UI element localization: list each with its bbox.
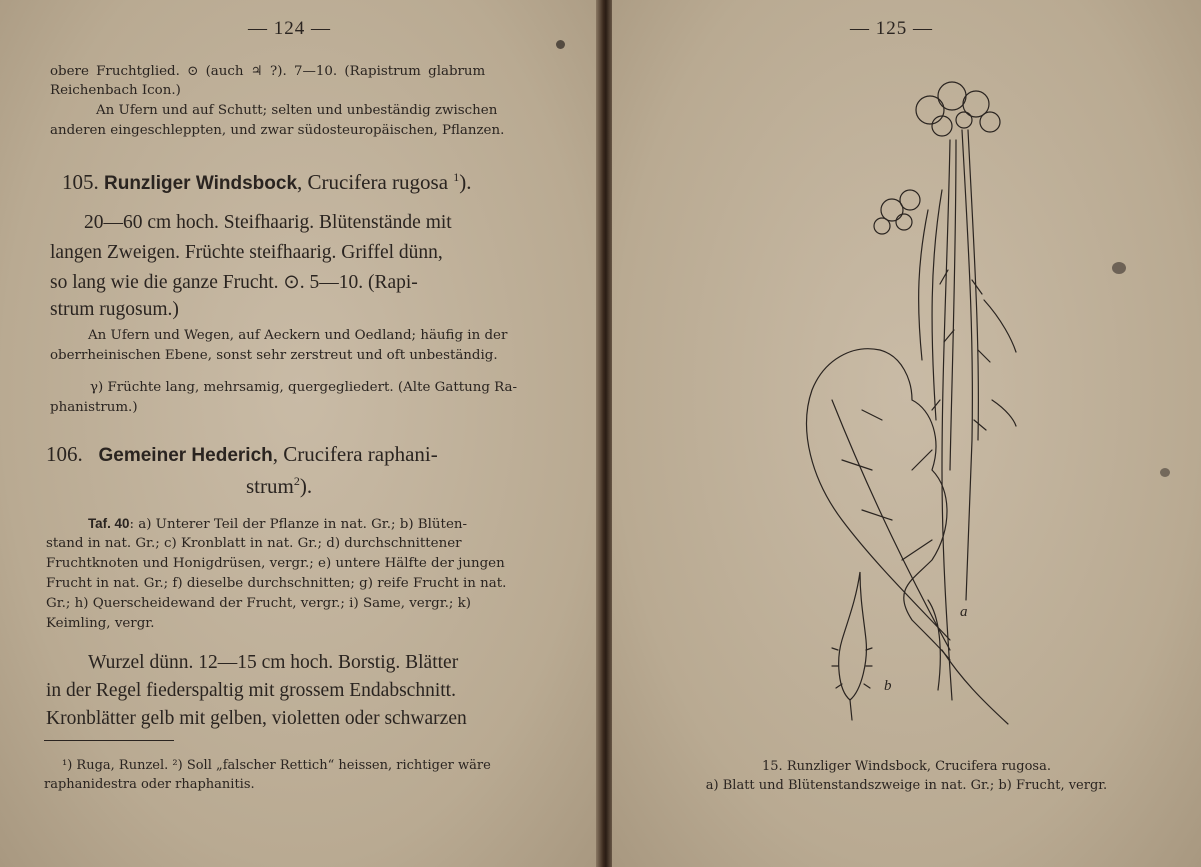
plate-line-3: Fruchtknoten und Honigdrüsen, vergr.; e) untere Hälfte der jungen bbox=[46, 556, 505, 571]
side-branch bbox=[932, 190, 942, 420]
plate-text-1: : a) Unterer Teil der Pflanze in nat. Gr.; b) Blüten- bbox=[129, 517, 468, 532]
entry-105-desc-3: so lang wie die ganze Frucht. ⊙. 5—10. (Rapi- bbox=[50, 272, 418, 293]
plate-label: Taf. 40 bbox=[88, 516, 130, 531]
entry-105-desc-2: langen Zweigen. Früchte steifhaarig. Griffel dünn, bbox=[50, 242, 443, 263]
plate-line-1 bbox=[88, 514, 467, 535]
main-stem bbox=[942, 140, 952, 700]
basal-leaf bbox=[807, 349, 950, 660]
figure-label-b: b bbox=[884, 678, 892, 694]
flower-cluster-top bbox=[916, 82, 1000, 136]
entry-106-desc-3: Kronblätter gelb mit gelben, violetten oder schwarzen bbox=[46, 708, 467, 729]
figure-label-a: a bbox=[960, 604, 968, 620]
habitat-prev-line-1: An Ufern und auf Schutt; selten und unbeständig zwischen bbox=[96, 103, 498, 118]
entry-106-latin-1: , Crucifera raphani- bbox=[272, 442, 438, 466]
left-page bbox=[0, 0, 598, 867]
right-page bbox=[612, 0, 1201, 867]
botanical-illustration bbox=[612, 0, 1201, 740]
entry-105-tail: ). bbox=[459, 170, 472, 194]
plate-line-6: Keimling, vergr. bbox=[46, 616, 155, 631]
entry-106-common-name: Gemeiner Hederich bbox=[98, 445, 273, 466]
entry-105-desc-1: 20—60 cm hoch. Steifhaarig. Blütenstände mit bbox=[84, 212, 452, 233]
entry-106-desc-1: Wurzel dünn. 12—15 cm hoch. Borstig. Blätter bbox=[88, 652, 459, 673]
entry-105-common-name: Runzliger Windsbock bbox=[104, 173, 298, 194]
entry-106-heading bbox=[46, 442, 558, 467]
entry-105-heading bbox=[62, 170, 472, 195]
entry-105-habitat-1: An Ufern und Wegen, auf Aeckern und Oedland; häufig in der bbox=[88, 328, 508, 343]
fruit-b bbox=[832, 572, 872, 720]
entry-106-latin-2: strum bbox=[246, 474, 294, 498]
continuation-line-2: Reichenbach Icon.) bbox=[50, 83, 181, 98]
footnote-line-1: ¹) Ruga, Runzel. ²) Soll „falscher Rettich“ heissen, richtiger wäre bbox=[62, 758, 491, 773]
entry-106-footnote-mark: 2 bbox=[293, 474, 300, 488]
entry-106-number: 106. bbox=[46, 442, 83, 466]
footnote-rule bbox=[44, 740, 174, 741]
entry-105-footnote-mark: 1 bbox=[453, 170, 460, 184]
plate-line-2: stand in nat. Gr.; c) Kronblatt in nat. Gr.; d) durchschnittener bbox=[46, 536, 462, 551]
entry-105-desc-4: strum rugosum.) bbox=[50, 299, 179, 320]
branch-stem bbox=[962, 130, 972, 600]
continuation-line-1: obere Fruchtglied. ⊙ (auch ♃ ?). 7—10. (Rapistrum glabrum bbox=[50, 64, 486, 79]
page-number-right: — 125 — bbox=[850, 18, 933, 39]
flower-cluster-middle bbox=[874, 190, 920, 234]
entry-105-number: 105. bbox=[62, 170, 99, 194]
figure-caption-line-2: a) Blatt und Blütenstandszweige in nat. Gr.; b) Frucht, vergr. bbox=[705, 778, 1108, 793]
section-note-2: phanistrum.) bbox=[50, 400, 138, 415]
habitat-prev-line-2: anderen eingeschleppten, und zwar südosteuropäischen, Pflanzen. bbox=[50, 123, 505, 138]
page-number-left: — 124 — bbox=[248, 18, 331, 39]
plate-line-4: Frucht in nat. Gr.; f) dieselbe durchschnitten; g) reife Frucht in nat. bbox=[46, 576, 507, 591]
section-note-1: γ) Früchte lang, mehrsamig, quergegliedert. (Alte Gattung Ra- bbox=[90, 380, 518, 395]
entry-105-latin-name: , Crucifera rugosa bbox=[297, 170, 449, 194]
footnote-line-2: raphanidestra oder rhaphanitis. bbox=[44, 777, 255, 792]
ink-spot bbox=[556, 40, 565, 49]
entry-106-heading-line-2 bbox=[246, 474, 312, 499]
entry-106-tail: ). bbox=[299, 474, 313, 498]
entry-105-habitat-2: oberrheinischen Ebene, sonst sehr zerstreut und oft unbeständig. bbox=[50, 348, 498, 363]
figure-caption-line-1: 15. Runzliger Windsbock, Crucifera rugosa. bbox=[762, 759, 1051, 774]
plate-line-5: Gr.; h) Querscheidewand der Frucht, vergr.; i) Same, vergr.; k) bbox=[46, 596, 471, 611]
entry-106-desc-2: in der Regel fiederspaltig mit grossem Endabschnitt. bbox=[46, 680, 456, 701]
